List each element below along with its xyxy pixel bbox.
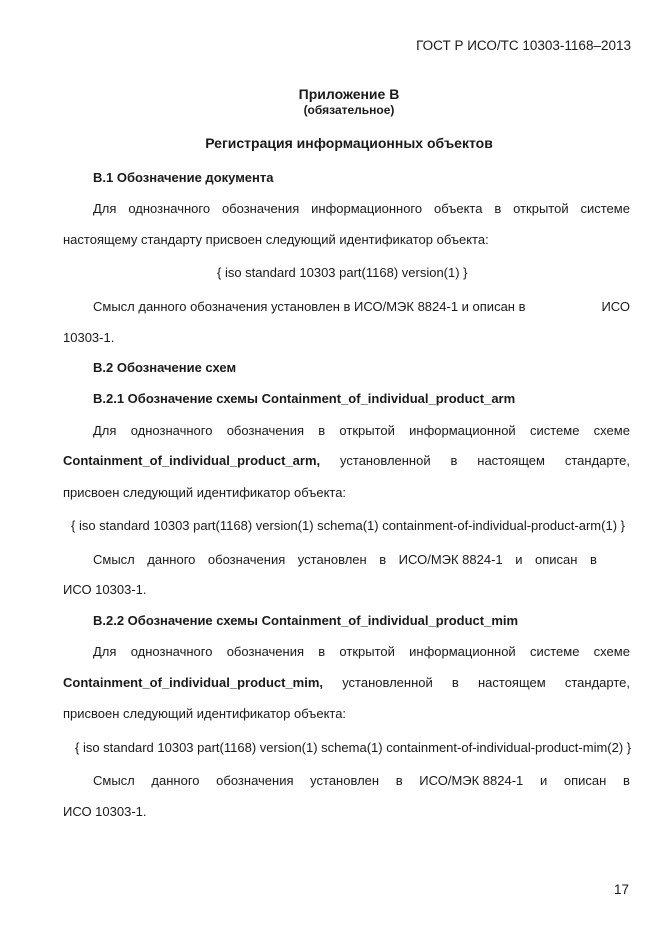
paragraph-line: ИСО 10303-1. <box>63 804 147 819</box>
word: однозначного <box>130 423 213 438</box>
word: системе <box>529 644 580 659</box>
word: и <box>515 552 523 567</box>
word: и <box>539 773 548 788</box>
word: Смысл <box>93 773 135 788</box>
word: в <box>318 423 326 438</box>
word: ИСО <box>601 299 630 314</box>
word: схеме <box>593 644 630 659</box>
word: открытой <box>339 644 395 659</box>
word: установленной <box>342 675 433 690</box>
word: информационной <box>409 644 516 659</box>
word: объекта <box>434 201 483 216</box>
word: системе <box>529 423 580 438</box>
document-code: ГОСТ Р ИСО/ТС 10303-1168–2013 <box>416 38 631 53</box>
word: стандарте, <box>564 453 630 468</box>
word: данного <box>151 773 200 788</box>
word: Смысл <box>93 552 135 567</box>
word: в <box>379 552 387 567</box>
object-identifier: { iso standard 10303 part(1168) version(1) schema(1) containment-of-individual-product-arm(1) } <box>71 518 625 533</box>
annex-status: (обязательное) <box>303 103 395 117</box>
word: установлен <box>310 773 380 788</box>
word: открытой <box>513 201 569 216</box>
word: однозначного <box>130 644 213 659</box>
paragraph-line <box>93 773 630 788</box>
paragraph-line: ИСО 10303-1. <box>63 582 147 597</box>
paragraph-line <box>93 552 597 567</box>
paragraph-line: настоящему стандарту присвоен следующий идентификатор объекта: <box>63 232 489 247</box>
word: в <box>589 552 597 567</box>
word: обозначения <box>221 201 300 216</box>
paragraph-line: присвоен следующий идентификатор объекта: <box>63 485 347 500</box>
word: описан <box>563 773 607 788</box>
word: Для <box>93 201 117 216</box>
word: открытой <box>339 423 395 438</box>
word: обозначения <box>226 644 305 659</box>
word: ИСО/МЭК 8824-1 <box>419 773 524 788</box>
word: информационного <box>311 201 423 216</box>
word: однозначного <box>128 201 211 216</box>
subsection-title-b21: В.2.1 Обозначение схемы Containment_of_individual_product_arm <box>93 391 516 406</box>
word: в <box>622 773 630 788</box>
paragraph-line <box>93 423 630 438</box>
word: установленной <box>340 453 431 468</box>
paragraph-line: присвоен следующий идентификатор объекта: <box>63 706 347 721</box>
paragraph-line: 10303-1. <box>63 330 115 345</box>
word: ИСО/МЭК 8824-1 <box>398 552 503 567</box>
word: Для <box>93 423 117 438</box>
word: информационной <box>409 423 516 438</box>
word: Для <box>93 644 117 659</box>
schema-name: Containment_of_individual_product_arm, <box>63 453 321 468</box>
word: стандарте, <box>564 675 630 690</box>
word: настоящем <box>477 675 546 690</box>
sentence-fragment: Смысл данного обозначения установлен в ИСО/МЭК 8824-1 и описан в <box>93 299 526 314</box>
word: системе <box>580 201 630 216</box>
word: обозначения <box>207 552 286 567</box>
schema-name: Containment_of_individual_product_mim, <box>63 675 324 690</box>
word: установлен <box>297 552 367 567</box>
word: данного <box>147 552 196 567</box>
paragraph-line <box>93 644 630 659</box>
object-identifier: { iso standard 10303 part(1168) version(1) schema(1) containment-of-individual-product-mim(2) } <box>75 740 632 755</box>
word: схеме <box>593 423 630 438</box>
word: описан <box>535 552 578 567</box>
object-identifier: { iso standard 10303 part(1168) version(1) } <box>217 265 468 280</box>
annex-title: Приложение В <box>298 86 400 102</box>
subsection-title-b22: В.2.2 Обозначение схемы Containment_of_individual_product_mim <box>93 613 519 628</box>
paragraph-line <box>63 453 630 468</box>
word: в <box>450 453 458 468</box>
paragraph-line <box>93 201 630 216</box>
annex-heading: Регистрация информационных объектов <box>205 135 493 151</box>
page-number: 17 <box>613 882 629 897</box>
word: в <box>395 773 403 788</box>
section-title-b2: В.2 Обозначение схем <box>93 360 237 375</box>
paragraph-line <box>93 299 630 314</box>
word: в <box>494 201 502 216</box>
section-title-b1: В.1 Обозначение документа <box>93 170 274 185</box>
word: в <box>318 644 326 659</box>
word: настоящем <box>477 453 545 468</box>
word: обозначения <box>226 423 305 438</box>
paragraph-line <box>63 675 630 690</box>
word: в <box>451 675 459 690</box>
word: обозначения <box>216 773 294 788</box>
